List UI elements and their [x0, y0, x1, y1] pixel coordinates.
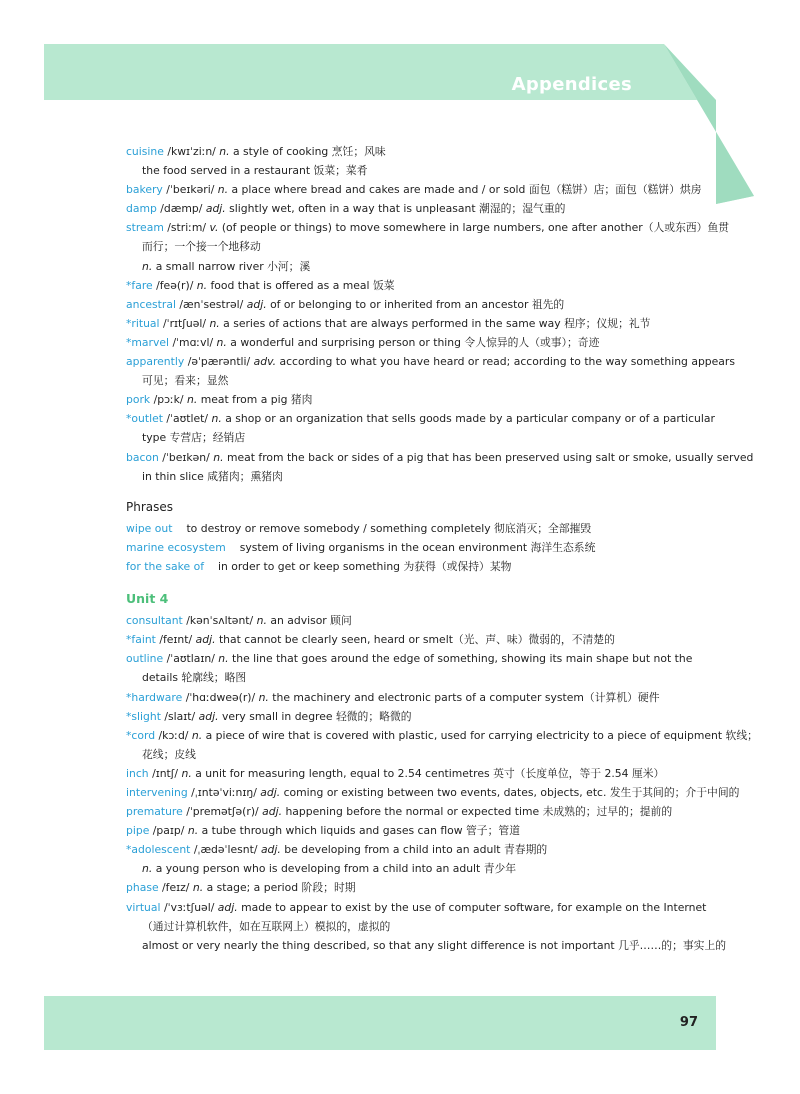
- definition: the line that goes around the edge of something, showing its main shape but not the: [232, 652, 693, 666]
- part-of-speech: n.: [256, 614, 267, 628]
- part-of-speech: adj.: [195, 633, 216, 647]
- phonetic: /striːm/: [167, 221, 207, 235]
- part-of-speech: n.: [186, 393, 198, 407]
- headword: *adolescent: [126, 843, 191, 857]
- definition: （通过计算机软件，如在互联网上）模拟的，虚拟的: [142, 919, 391, 933]
- part-of-speech: n.: [187, 824, 199, 838]
- definition: happening before the normal or expected time 未成熟的；过早的；提前的: [285, 805, 673, 819]
- entry-line: [126, 180, 702, 199]
- phonetic: /dæmp/: [160, 202, 203, 216]
- part-of-speech: n.: [219, 145, 230, 158]
- entry-line: [126, 142, 694, 161]
- glossary-entry: [126, 764, 694, 783]
- part-of-speech: n.: [217, 183, 229, 197]
- headword: pipe: [126, 824, 150, 838]
- entry-continuation: [126, 237, 694, 256]
- phonetic: /ˈhɑːdweə(r)/: [185, 690, 256, 704]
- entry-continuation: [126, 859, 694, 878]
- entry-line: [126, 276, 694, 295]
- phonetic: /ˈaʊtlet/: [166, 412, 209, 426]
- headword: *ritual: [126, 316, 160, 330]
- definition: in thin slice 咸猪肉；熏猪肉: [142, 469, 283, 483]
- entry-line: [126, 688, 694, 707]
- headword: inch: [126, 766, 149, 780]
- glossary-content: [126, 142, 758, 955]
- phrase-definition: to destroy or remove somebody / something completely 彻底消灭；全部摧毁: [186, 521, 592, 535]
- headword: *marvel: [126, 335, 170, 349]
- glossary-entry: [126, 726, 758, 764]
- definition: a wonderful and surprising person or thing 令人惊异的人（或事）；奇迹: [230, 335, 600, 349]
- definition: meat from a pig 猪肉: [200, 393, 313, 407]
- part-of-speech: n.: [258, 690, 269, 704]
- glossary-entry: [126, 142, 694, 180]
- part-of-speech: v.: [209, 221, 219, 235]
- headword: *fare: [126, 278, 153, 292]
- part-of-speech: n.: [196, 278, 208, 292]
- glossary-entry: [126, 218, 730, 275]
- headword: consultant: [126, 614, 183, 628]
- entry-line: [126, 726, 758, 745]
- part-of-speech: adj.: [198, 709, 219, 723]
- headword: pork: [126, 393, 151, 407]
- glossary-entry: [126, 878, 694, 897]
- entry-continuation: [126, 745, 694, 764]
- glossary-entry: [126, 840, 694, 878]
- unit4-vocabulary-list: [126, 611, 758, 955]
- headword: *faint: [126, 633, 156, 647]
- definition: coming or existing between two events, dates, objects, etc. 发生于其间的；介于中间的: [283, 786, 740, 799]
- phonetic: /pɔːk/: [153, 393, 184, 407]
- glossary-entry: [126, 802, 694, 821]
- entry-line: [126, 878, 694, 897]
- glossary-entry: [126, 821, 694, 840]
- part-of-speech: n.: [142, 862, 153, 876]
- unit-heading: Unit 4: [126, 591, 169, 607]
- phonetic: /feə(r)/: [156, 278, 194, 292]
- phrases-heading: Phrases: [126, 499, 174, 514]
- glossary-entry: [126, 276, 694, 295]
- part-of-speech: n.: [209, 316, 220, 330]
- entry-line: [126, 295, 694, 314]
- phonetic: /ˈvɜːtʃuəl/: [163, 900, 215, 914]
- definition: made to appear to exist by the use of computer software, for example on the Internet: [241, 900, 707, 914]
- phrase: for the sake of: [126, 559, 205, 573]
- definition: slightly wet, often in a way that is unpleasant 潮湿的；湿气重的: [229, 202, 566, 216]
- entry-line: [126, 649, 694, 668]
- part-of-speech: adj.: [217, 900, 238, 914]
- headword: cuisine: [126, 145, 164, 158]
- phonetic: /kənˈsʌltənt/: [186, 614, 254, 628]
- glossary-entry: [126, 333, 694, 352]
- glossary-entry: [126, 314, 694, 333]
- part-of-speech: n.: [218, 652, 229, 666]
- phonetic: /ˈaʊtlaɪn/: [166, 652, 215, 666]
- definition: a small narrow river 小河；溪: [155, 259, 311, 273]
- definition: almost or very nearly the thing described, so that any slight difference is not important 几乎……的；事实上的: [142, 938, 727, 952]
- phonetic: /kɔːd/: [158, 728, 189, 742]
- entry-line: [126, 409, 715, 428]
- definition: according to what you have heard or read; according to the way something appears: [279, 355, 735, 369]
- phonetic: /slaɪt/: [164, 709, 196, 723]
- headword: ancestral: [126, 297, 176, 311]
- part-of-speech: adj.: [246, 297, 267, 311]
- phonetic: /feɪnt/: [159, 633, 193, 647]
- definition: a shop or an organization that sells goods made by a particular company or of a particular: [225, 412, 715, 426]
- headword: bacon: [126, 450, 159, 464]
- headword: premature: [126, 805, 183, 819]
- entry-line: [126, 390, 694, 409]
- glossary-entry: [126, 688, 694, 707]
- phonetic: /ˈpremətʃə(r)/: [186, 805, 259, 819]
- entry-continuation: [126, 936, 727, 955]
- phrase-list: [126, 519, 694, 576]
- entry-continuation: [126, 668, 694, 687]
- glossary-entry: [126, 352, 735, 390]
- entry-line: [126, 821, 694, 840]
- definition: an advisor 顾问: [270, 614, 352, 628]
- glossary-entry: [126, 611, 694, 630]
- entry-continuation: [126, 467, 694, 486]
- glossary-entry: [126, 630, 694, 649]
- entry-line: [126, 840, 694, 859]
- headword: damp: [126, 202, 157, 216]
- header-title: Appendices: [511, 74, 632, 95]
- glossary-entry: [126, 390, 694, 409]
- phrase-definition: in order to get or keep something 为获得（或保持）某物: [218, 559, 512, 573]
- definition: type 专营店；经销店: [142, 431, 246, 445]
- entry-line: [126, 764, 694, 783]
- phonetic: /ɪntʃ/: [152, 766, 179, 780]
- definition: be developing from a child into an adult 青春期的: [284, 843, 548, 857]
- phonetic: /ænˈsestrəl/: [179, 297, 244, 311]
- phonetic: /ˈmɑːvl/: [172, 335, 214, 349]
- definition: the food served in a restaurant 饭菜；菜肴: [142, 164, 368, 178]
- part-of-speech: n.: [142, 259, 153, 273]
- definition: a young person who is developing from a child into an adult 青少年: [155, 862, 517, 876]
- part-of-speech: n.: [191, 728, 203, 742]
- glossary-entry: [126, 649, 694, 687]
- headword: outline: [126, 652, 164, 666]
- glossary-entry: [126, 295, 694, 314]
- entry-line: [126, 898, 707, 917]
- phonetic: /feɪz/: [162, 881, 190, 895]
- phonetic: /əˈpærəntli/: [187, 355, 251, 369]
- phonetic: /ˈbeɪkən/: [162, 450, 210, 464]
- headword: *slight: [126, 709, 161, 723]
- glossary-entry: [126, 898, 727, 955]
- definition: a series of actions that are always performed in the same way 程序；仪规；礼节: [223, 316, 651, 330]
- page-number: 97: [679, 1015, 698, 1030]
- entry-continuation: [126, 917, 694, 936]
- definition: details 轮廓线；略图: [142, 671, 247, 685]
- part-of-speech: adj.: [262, 805, 283, 819]
- definition: a place where bread and cakes are made and / or sold 面包（糕饼）店；面包（糕饼）烘房: [231, 183, 702, 197]
- part-of-speech: adv.: [253, 355, 277, 369]
- headword: stream: [126, 221, 164, 235]
- phonetic: /ˈbeɪkəri/: [166, 183, 215, 197]
- part-of-speech: n.: [192, 881, 204, 895]
- entry-line: [126, 333, 694, 352]
- headword: virtual: [126, 900, 161, 914]
- definition: food that is offered as a meal 饭菜: [210, 278, 395, 292]
- phonetic: /ˌɪntəˈviːnɪŋ/: [191, 786, 257, 799]
- entry-line: [126, 199, 694, 218]
- headword: intervening: [126, 786, 188, 799]
- part-of-speech: n.: [181, 766, 192, 780]
- part-of-speech: n.: [211, 412, 222, 426]
- headword: phase: [126, 881, 159, 895]
- entry-line: [126, 802, 694, 821]
- definition: a style of cooking 烹饪；风味: [232, 145, 386, 158]
- entry-line: [126, 448, 754, 467]
- entry-line: [126, 783, 740, 802]
- definition: the machinery and electronic parts of a computer system（计算机）硬件: [272, 690, 660, 704]
- phonetic: /paɪp/: [152, 824, 185, 838]
- definition: a unit for measuring length, equal to 2.54 centimetres 英寸（长度单位，等于 2.54 厘米）: [195, 766, 665, 780]
- glossary-entry: [126, 199, 694, 218]
- definition: very small in degree 轻微的；略微的: [221, 709, 412, 723]
- entry-continuation: [126, 371, 694, 390]
- entry-continuation: [126, 257, 694, 276]
- headword: *outlet: [126, 412, 163, 426]
- definition: that cannot be clearly seen, heard or smelt（光、声、味）微弱的，不清楚的: [218, 633, 615, 647]
- part-of-speech: adj.: [260, 786, 281, 799]
- definition: 而行；一个接一个地移动: [142, 240, 261, 254]
- entry-line: [126, 611, 694, 630]
- phrase-entry: [126, 557, 694, 576]
- phonetic: /ˈrɪtʃuəl/: [162, 316, 207, 330]
- headword: *cord: [126, 728, 156, 742]
- vocabulary-list: [126, 142, 754, 486]
- entry-line: [126, 352, 735, 371]
- phrase: marine ecosystem: [126, 540, 226, 554]
- headword: bakery: [126, 183, 163, 197]
- part-of-speech: n.: [216, 335, 227, 349]
- entry-line: [126, 218, 730, 237]
- footer-band: [44, 996, 716, 1050]
- definition: meat from the back or sides of a pig that has been preserved using salt or smoke, usually served: [226, 450, 754, 464]
- phonetic: /kwɪˈziːn/: [167, 145, 216, 158]
- glossary-entry: [126, 180, 702, 199]
- phrase-entry: [126, 519, 694, 538]
- phrase-definition: system of living organisms in the ocean environment 海洋生态系统: [239, 540, 596, 554]
- glossary-entry: [126, 783, 740, 802]
- entry-line: [126, 707, 694, 726]
- entry-continuation: [126, 428, 694, 447]
- headword: *hardware: [126, 690, 183, 704]
- phrase-entry: [126, 538, 694, 557]
- definition: of or belonging to or inherited from an ancestor 祖先的: [270, 297, 565, 311]
- definition: a stage; a period 阶段；时期: [206, 881, 356, 895]
- glossary-entry: [126, 448, 754, 486]
- entry-continuation: [126, 161, 694, 180]
- part-of-speech: n.: [213, 450, 224, 464]
- part-of-speech: adj.: [205, 202, 226, 216]
- glossary-entry: [126, 409, 715, 447]
- entry-line: [126, 630, 694, 649]
- part-of-speech: adj.: [260, 843, 281, 857]
- definition: 可见；看来；显然: [142, 374, 229, 388]
- headword: apparently: [126, 355, 185, 369]
- entry-line: [126, 314, 694, 333]
- definition: a piece of wire that is covered with plastic, used for carrying electricity to a piece of equipment 软线；: [205, 728, 758, 742]
- definition: (of people or things) to move somewhere in large numbers, one after another（人或东西）鱼贯: [221, 221, 730, 235]
- definition: a tube through which liquids and gases can flow 管子；管道: [201, 824, 520, 838]
- glossary-entry: [126, 707, 694, 726]
- definition: 花线；皮线: [142, 747, 196, 761]
- phrase: wipe out: [126, 521, 173, 535]
- phonetic: /ˌædəˈlesnt/: [193, 843, 258, 857]
